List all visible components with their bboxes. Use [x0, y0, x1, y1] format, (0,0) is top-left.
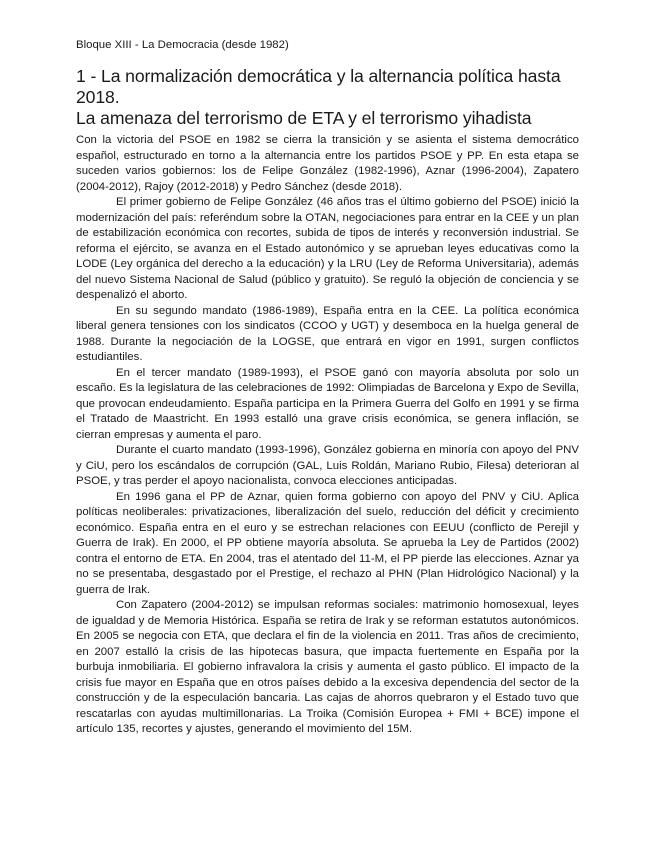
- page-header: Bloque XIII - La Democracia (desde 1982): [76, 39, 289, 51]
- paragraph-first-government: El primer gobierno de Felipe González (46 años tras el último gobierno del PSOE) inició la modernización del país: referéndum sobre la OTAN, negociaciones para entrar en la CEE y un plan de estabilización económica con recortes, subida de tipos de interés y reconversión industrial. Se reforma el ejército, se avanza en el Estado autonómico y se aprueban leyes educativas como la LODE (Ley orgánica del derecho a la educación) y la LRU (Ley de Reforma Universitaria), además del nuevo Sistema Nacional de Salud (público y gratuito). Se reguló la objeción de conciencia y se despenalizó el aborto.: [76, 196, 579, 301]
- section-title-line-2: La amenaza del terrorismo de ETA y el terrorismo yihadista: [76, 108, 532, 128]
- section-title: [76, 66, 579, 129]
- document-body: [76, 133, 579, 738]
- paragraph-zapatero: Con Zapatero (2004-2012) se impulsan reformas sociales: matrimonio homosexual, leyes de igualdad y de Memoria Histórica. España se retira de Irak y se reforman estatutos autonómicos. En 2005 se negocia con ETA, que declara el fin de la violencia en 2011. Tras años de crecimiento, en 2007 estalló la crisis de las hipotecas basura, que impacta fuertemente en España por la burbuja inmobiliaria. El gobierno infravalora la crisis y aumenta el gasto público. El impacto de la crisis fue mayor en España que en otros países debido a la excesiva dependencia del sector de la construcción y de la especulación bancaria. Las cajas de ahorros quebraron y el Estado tuvo que rescatarlas con ayudas multimillonarias. La Troika (Comisión Europea + FMI + BCE) impone el artículo 135, recortes y ajustes, generando el movimiento del 15M.: [76, 599, 579, 735]
- paragraph-second-mandate: En su segundo mandato (1986-1989), España entra en la CEE. La política económica liberal genera tensiones con los sindicatos (CCOO y UGT) y desemboca en la huelga general de 1988. Durante la negociación de la LOGSE, que entrará en vigor en 1991, surgen conflictos estudiantiles.: [76, 304, 579, 363]
- paragraph-aznar: En 1996 gana el PP de Aznar, quien forma gobierno con apoyo del PNV y CiU. Aplica políticas neoliberales: privatizaciones, liberalización del suelo, reducción del déficit y crecimiento económico. España entra en el euro y se estrechan relaciones con EEUU (conflicto de Perejil y Guerra de Irak). En 2000, el PP obtiene mayoría absoluta. Se aprueba la Ley de Partidos (2002) contra el entorno de ETA. En 2004, tras el atentado del 11-M, el PP pierde las elecciones. Aznar ya no se presentaba, desgastado por el Prestige, el rechazo al PHN (Plan Hidrológico Nacional) y la guerra de Irak.: [76, 490, 579, 596]
- paragraph-third-mandate: En el tercer mandato (1989-1993), el PSOE ganó con mayoría absoluta por solo un escaño. Es la legislatura de las celebraciones de 1992: Olimpiadas de Barcelona y Expo de Sevilla, que provocan endeudamiento. España participa en la Primera Guerra del Golfo en 1991 y se firma el Tratado de Maastricht. En 1993 estalló una grave crisis económica, se genera inflación, se cierran empresas y aumenta el paro.: [76, 366, 579, 441]
- section-title-line-1: 1 - La normalización democrática y la alternancia política hasta 2018.: [76, 66, 561, 107]
- paragraph-intro: Con la victoria del PSOE en 1982 se cierra la transición y se asienta el sistema democrático español, estructurado en torno a la alternancia entre los partidos PSOE y PP. En esta etapa se suceden varios gobiernos: los de Felipe González (1982-1996), Aznar (1996-2004), Zapatero (2004-2012), Rajoy (2012-2018) y Pedro Sánchez (desde 2018).: [76, 134, 579, 193]
- paragraph-fourth-mandate: Durante el cuarto mandato (1993-1996), González gobierna en minoría con apoyo del PNV y CiU, pero los escándalos de corrupción (GAL, Luis Roldán, Mariano Rubio, Filesa) deterioran al PSOE, y tras perder el apoyo nacionalista, convoca elecciones anticipadas.: [76, 444, 579, 487]
